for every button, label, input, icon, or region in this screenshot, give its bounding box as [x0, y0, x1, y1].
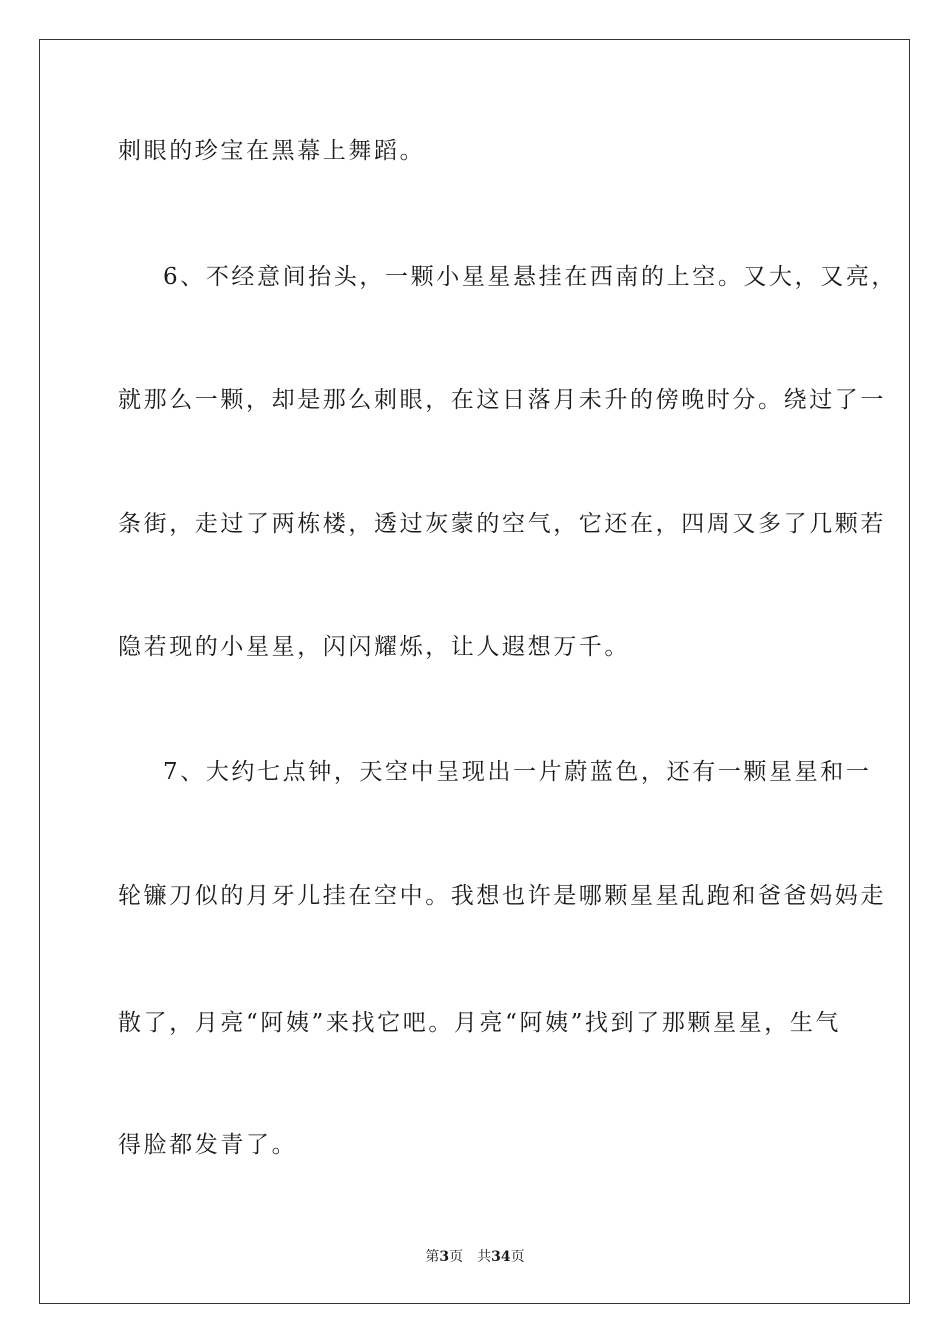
text-line: 隐若现的小星星，闪闪耀烁，让人遐想万千。	[118, 634, 630, 660]
total-suffix: 页	[510, 1249, 525, 1265]
text-line: 就那么一颗，却是那么刺眼，在这日落月未升的傍晚时分。绕过了一	[118, 387, 886, 413]
page-border	[39, 39, 910, 1304]
page-suffix: 页	[449, 1249, 464, 1265]
total-prefix: 共	[477, 1249, 492, 1265]
paragraph-6-line: 6、不经意间抬头，一颗小星星悬挂在西南的上空。又大，又亮，	[163, 264, 898, 290]
page-footer	[0, 1248, 950, 1266]
text-line: 条街，走过了两栋楼，透过灰蒙的空气，它还在，四周又多了几颗若	[118, 511, 886, 537]
total-pages: 34	[491, 1249, 511, 1265]
page-prefix: 第	[425, 1249, 440, 1265]
text-line: 得脸都发青了。	[118, 1132, 298, 1158]
text-line: 轮镰刀似的月牙儿挂在空中。我想也许是哪颗星星乱跑和爸爸妈妈走	[118, 883, 886, 909]
text-line: 散了，月亮“阿姨”来找它吧。月亮“阿姨”找到了那颗星星，生气	[118, 1010, 842, 1036]
text-line: 刺眼的珍宝在黑幕上舞蹈。	[118, 138, 426, 164]
paragraph-7-line: 7、大约七点钟，天空中呈现出一片蔚蓝色，还有一颗星星和一	[163, 759, 872, 785]
page-number: 3	[439, 1249, 450, 1265]
